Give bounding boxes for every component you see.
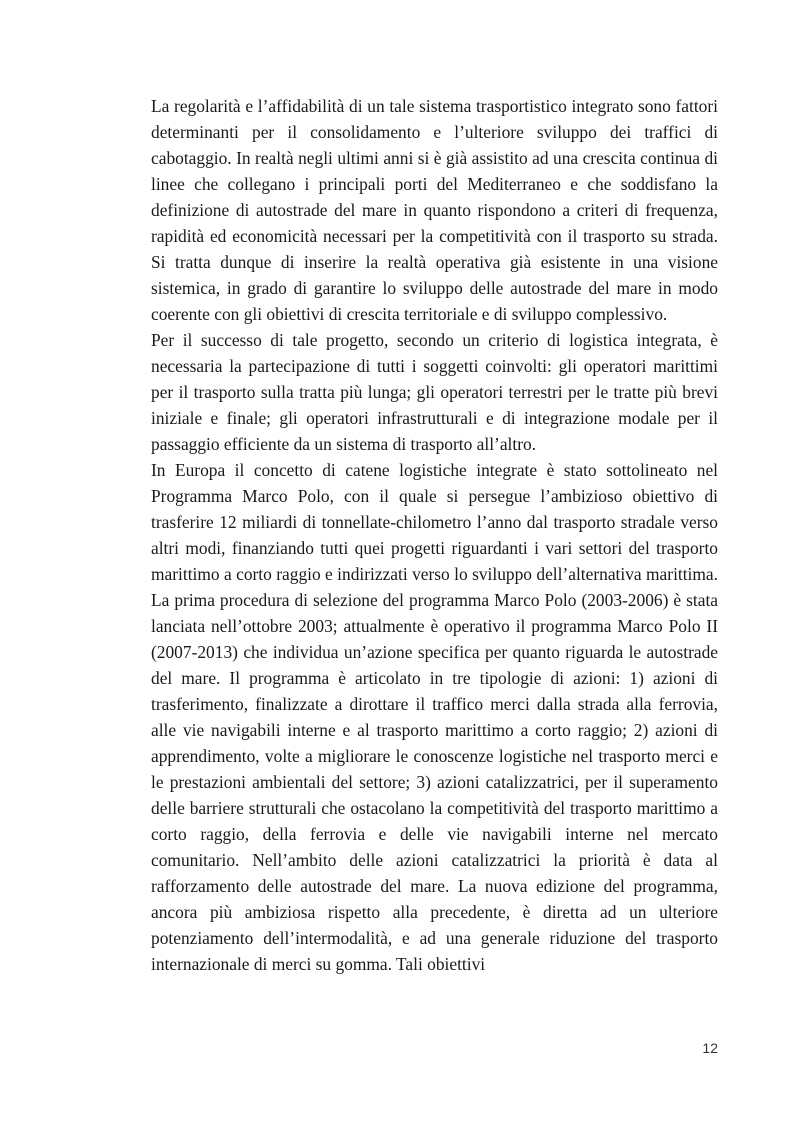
paragraph-1: La regolarità e l’affidabilità di un tale sistema trasportistico integrato sono fattori determinanti per il consolidamento e l’ulteriore sviluppo dei traffici di cabotaggio. In realtà negli ultimi anni si è già assistito ad una crescita continua di linee che collegano i principali porti del Mediterraneo e che soddisfano la definizione di autostrade del mare in quanto rispondono a criteri di frequenza, rapidità ed economicità necessari per la competitività con il trasporto su strada. Si tratta dunque di inserire la realtà operativa già esistente in una visione sistemica, in grado di garantire lo sviluppo delle autostrade del mare in modo coerente con gli obiettivi di crescita territoriale e di sviluppo complessivo. [151,96,718,324]
body-text [151,93,718,977]
paragraph-3: In Europa il concetto di catene logistiche integrate è stato sottolineato nel Programma Marco Polo, con il quale si persegue l’ambizioso obiettivo di trasferire 12 miliardi di tonnellate-chilometro l’anno dal trasporto stradale verso altri modi, finanziando tutti quei progetti riguardanti i vari settori del trasporto marittimo a corto raggio e indirizzati verso lo sviluppo dell’alternativa marittima. La prima procedura di selezione del programma Marco Polo (2003-2006) è stata lanciata nell’ottobre 2003; attualmente è operativo il programma Marco Polo II (2007-2013) che individua un’azione specifica per quanto riguarda le autostrade del mare. Il programma è articolato in tre tipologie di azioni: 1) azioni di trasferimento, finalizzate a dirottare il traffico merci dalla strada alla ferrovia, alle vie navigabili interne e al trasporto marittimo a corto raggio; 2) azioni di apprendimento, volte a migliorare le conoscenze logistiche nel trasporto merci e le prestazioni ambientali del settore; 3) azioni catalizzatrici, per il superamento delle barriere strutturali che ostacolano la competitività del trasporto marittimo a corto raggio, della ferrovia e delle vie navigabili interne nel mercato comunitario. Nell’ambito delle azioni catalizzatrici la priorità è data al rafforzamento delle autostrade del mare. La nuova edizione del programma, ancora più ambiziosa rispetto alla precedente, è diretta ad un ulteriore potenziamento dell’intermodalità, e ad una generale riduzione del trasporto internazionale di merci su gomma. Tali obiettivi [151,460,718,974]
paragraph-2: Per il successo di tale progetto, secondo un criterio di logistica integrata, è necessaria la partecipazione di tutti i soggetti coinvolti: gli operatori marittimi per il trasporto sulla tratta più lunga; gli operatori terrestri per le tratte più brevi iniziale e finale; gli operatori infrastrutturali e di integrazione modale per il passaggio efficiente da un sistema di trasporto all’altro. [151,330,718,454]
page-number: 12 [702,1040,718,1056]
